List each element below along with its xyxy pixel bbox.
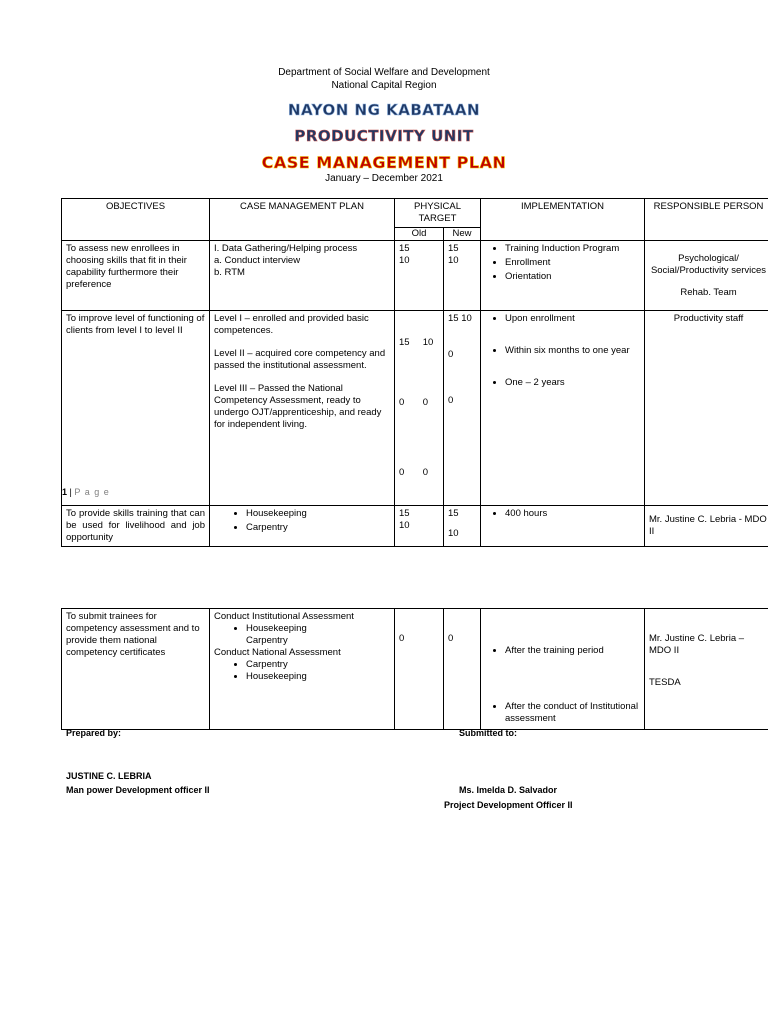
impl-item: • Upon enrollment [505, 313, 640, 325]
plan-item: • Carpentry [246, 659, 390, 671]
old-value: 15 10 [399, 337, 434, 348]
plan-item: • Housekeeping [246, 508, 390, 520]
resp-line: Mr. Justine C. Lebria – MDO II [649, 633, 745, 656]
old-value: 15 [399, 243, 410, 254]
approver-title: Project Development Officer II [444, 800, 573, 810]
plan-line: Level I – enrolled and provided basic competences. [214, 313, 369, 336]
new-cell [444, 609, 481, 730]
resp-line: Rehab. Team [680, 287, 737, 298]
responsible-cell [645, 609, 768, 730]
preparer-title: Man power Development officer II [66, 785, 210, 795]
plan-cell [210, 241, 395, 311]
page-number: 1 [62, 487, 68, 497]
new-cell [444, 506, 481, 547]
title-nayon: NAYON NG KABATAAN [287, 101, 481, 119]
plan-cell [210, 506, 395, 547]
plan-table-continued [61, 608, 768, 730]
plan-cell [210, 609, 395, 730]
plan-item: • Housekeeping [246, 671, 390, 683]
resp-line: Mr. Justine C. Lebria - MDO II [649, 514, 767, 537]
responsible-cell [645, 241, 768, 311]
old-cell [395, 506, 444, 547]
old-cell [395, 241, 444, 311]
plan-cell [210, 311, 395, 506]
old-value: 15 [399, 508, 410, 519]
new-value: 10 [448, 528, 459, 539]
impl-item: • After the training period [505, 645, 640, 657]
plan-line: Level III – Passed the National Competency Assessment, ready to undergo OJT/apprenticeship, and ready for independent living. [214, 383, 382, 430]
plan-line: Conduct National Assessment [214, 647, 341, 658]
new-cell [444, 311, 481, 506]
old-cell [395, 311, 444, 506]
page-footer [62, 487, 110, 497]
responsible-cell: Productivity staff [645, 311, 768, 506]
old-value: 0 0 [399, 397, 429, 408]
objective-cell: To assess new enrollees in choosing skills that fit in their capability furthermore their preference [62, 241, 210, 311]
objective-cell: To submit trainees for competency assessment and to provide them national competency certificates [62, 609, 210, 730]
submitted-to-label: Submitted to: [459, 728, 517, 738]
prepared-by-label: Prepared by: [66, 728, 122, 738]
col-plan: CASE MANAGEMENT PLAN [210, 199, 395, 241]
impl-item: • 400 hours [505, 508, 640, 520]
new-value: 0 [448, 395, 454, 406]
title-case-plan: CASE MANAGEMENT PLAN [261, 153, 507, 172]
col-new: New [444, 228, 481, 241]
impl-item: • Training Induction Program [505, 243, 640, 255]
impl-item: • One – 2 years [505, 377, 640, 389]
region-name: National Capital Region [331, 80, 437, 91]
new-value: 15 [448, 508, 459, 519]
impl-item: • Orientation [505, 271, 640, 283]
col-target: PHYSICAL TARGET [395, 199, 481, 228]
plan-line: a. Conduct interview [214, 255, 301, 266]
implementation-cell [481, 506, 645, 547]
col-implementation: IMPLEMENTATION [481, 199, 645, 241]
implementation-cell [481, 241, 645, 311]
page-word: P a g e [74, 487, 110, 497]
new-cell [444, 241, 481, 311]
table-row [62, 241, 768, 311]
implementation-cell [481, 609, 645, 730]
old-value: 0 0 [399, 467, 429, 478]
impl-item: • Within six months to one year [505, 345, 640, 357]
table-row [62, 506, 768, 547]
page-separator: | [69, 487, 72, 497]
objective-cell: To improve level of functioning of clients from level I to level II [62, 311, 210, 506]
implementation-cell [481, 311, 645, 506]
new-value: 15 10 [448, 313, 472, 324]
responsible-cell [645, 506, 768, 547]
plan-table [61, 198, 768, 547]
resp-line: Psychological/ Social/Productivity services [650, 253, 767, 276]
impl-item: • After the conduct of Institutional assessment [505, 701, 640, 725]
table-row [62, 311, 768, 506]
preparer-name: JUSTINE C. LEBRIA [66, 771, 152, 781]
impl-item: • Enrollment [505, 257, 640, 269]
plan-line: Level II – acquired core competency and passed the institutional assessment. [214, 348, 386, 371]
plan-line: I. Data Gathering/Helping process [214, 243, 358, 254]
col-objectives: OBJECTIVES [62, 199, 210, 241]
title-productivity: PRODUCTIVITY UNIT [294, 127, 474, 145]
col-old: Old [395, 228, 444, 241]
new-value: 10 [448, 255, 459, 266]
plan-item: • Housekeeping [246, 623, 390, 635]
table-row [62, 609, 768, 730]
plan-line: Carpentry [246, 635, 288, 646]
old-value: 10 [399, 520, 410, 531]
department-name: Department of Social Welfare and Development [278, 67, 490, 78]
new-value: 0 [448, 349, 454, 360]
approver-name: Ms. Imelda D. Salvador [459, 785, 558, 795]
new-value: 15 [448, 243, 459, 254]
old-value: 10 [399, 255, 410, 266]
new-value: 0 [448, 633, 454, 644]
plan-item: • Carpentry [246, 522, 390, 534]
old-value: 0 [399, 633, 405, 644]
col-responsible: RESPONSIBLE PERSON [645, 199, 768, 241]
period: January – December 2021 [325, 173, 443, 184]
old-cell [395, 609, 444, 730]
objective-cell: To provide skills training that can be used for livelihood and job opportunity [62, 506, 210, 547]
resp-line: TESDA [649, 677, 681, 688]
plan-line: Conduct Institutional Assessment [214, 611, 354, 622]
plan-line: b. RTM [214, 267, 245, 278]
